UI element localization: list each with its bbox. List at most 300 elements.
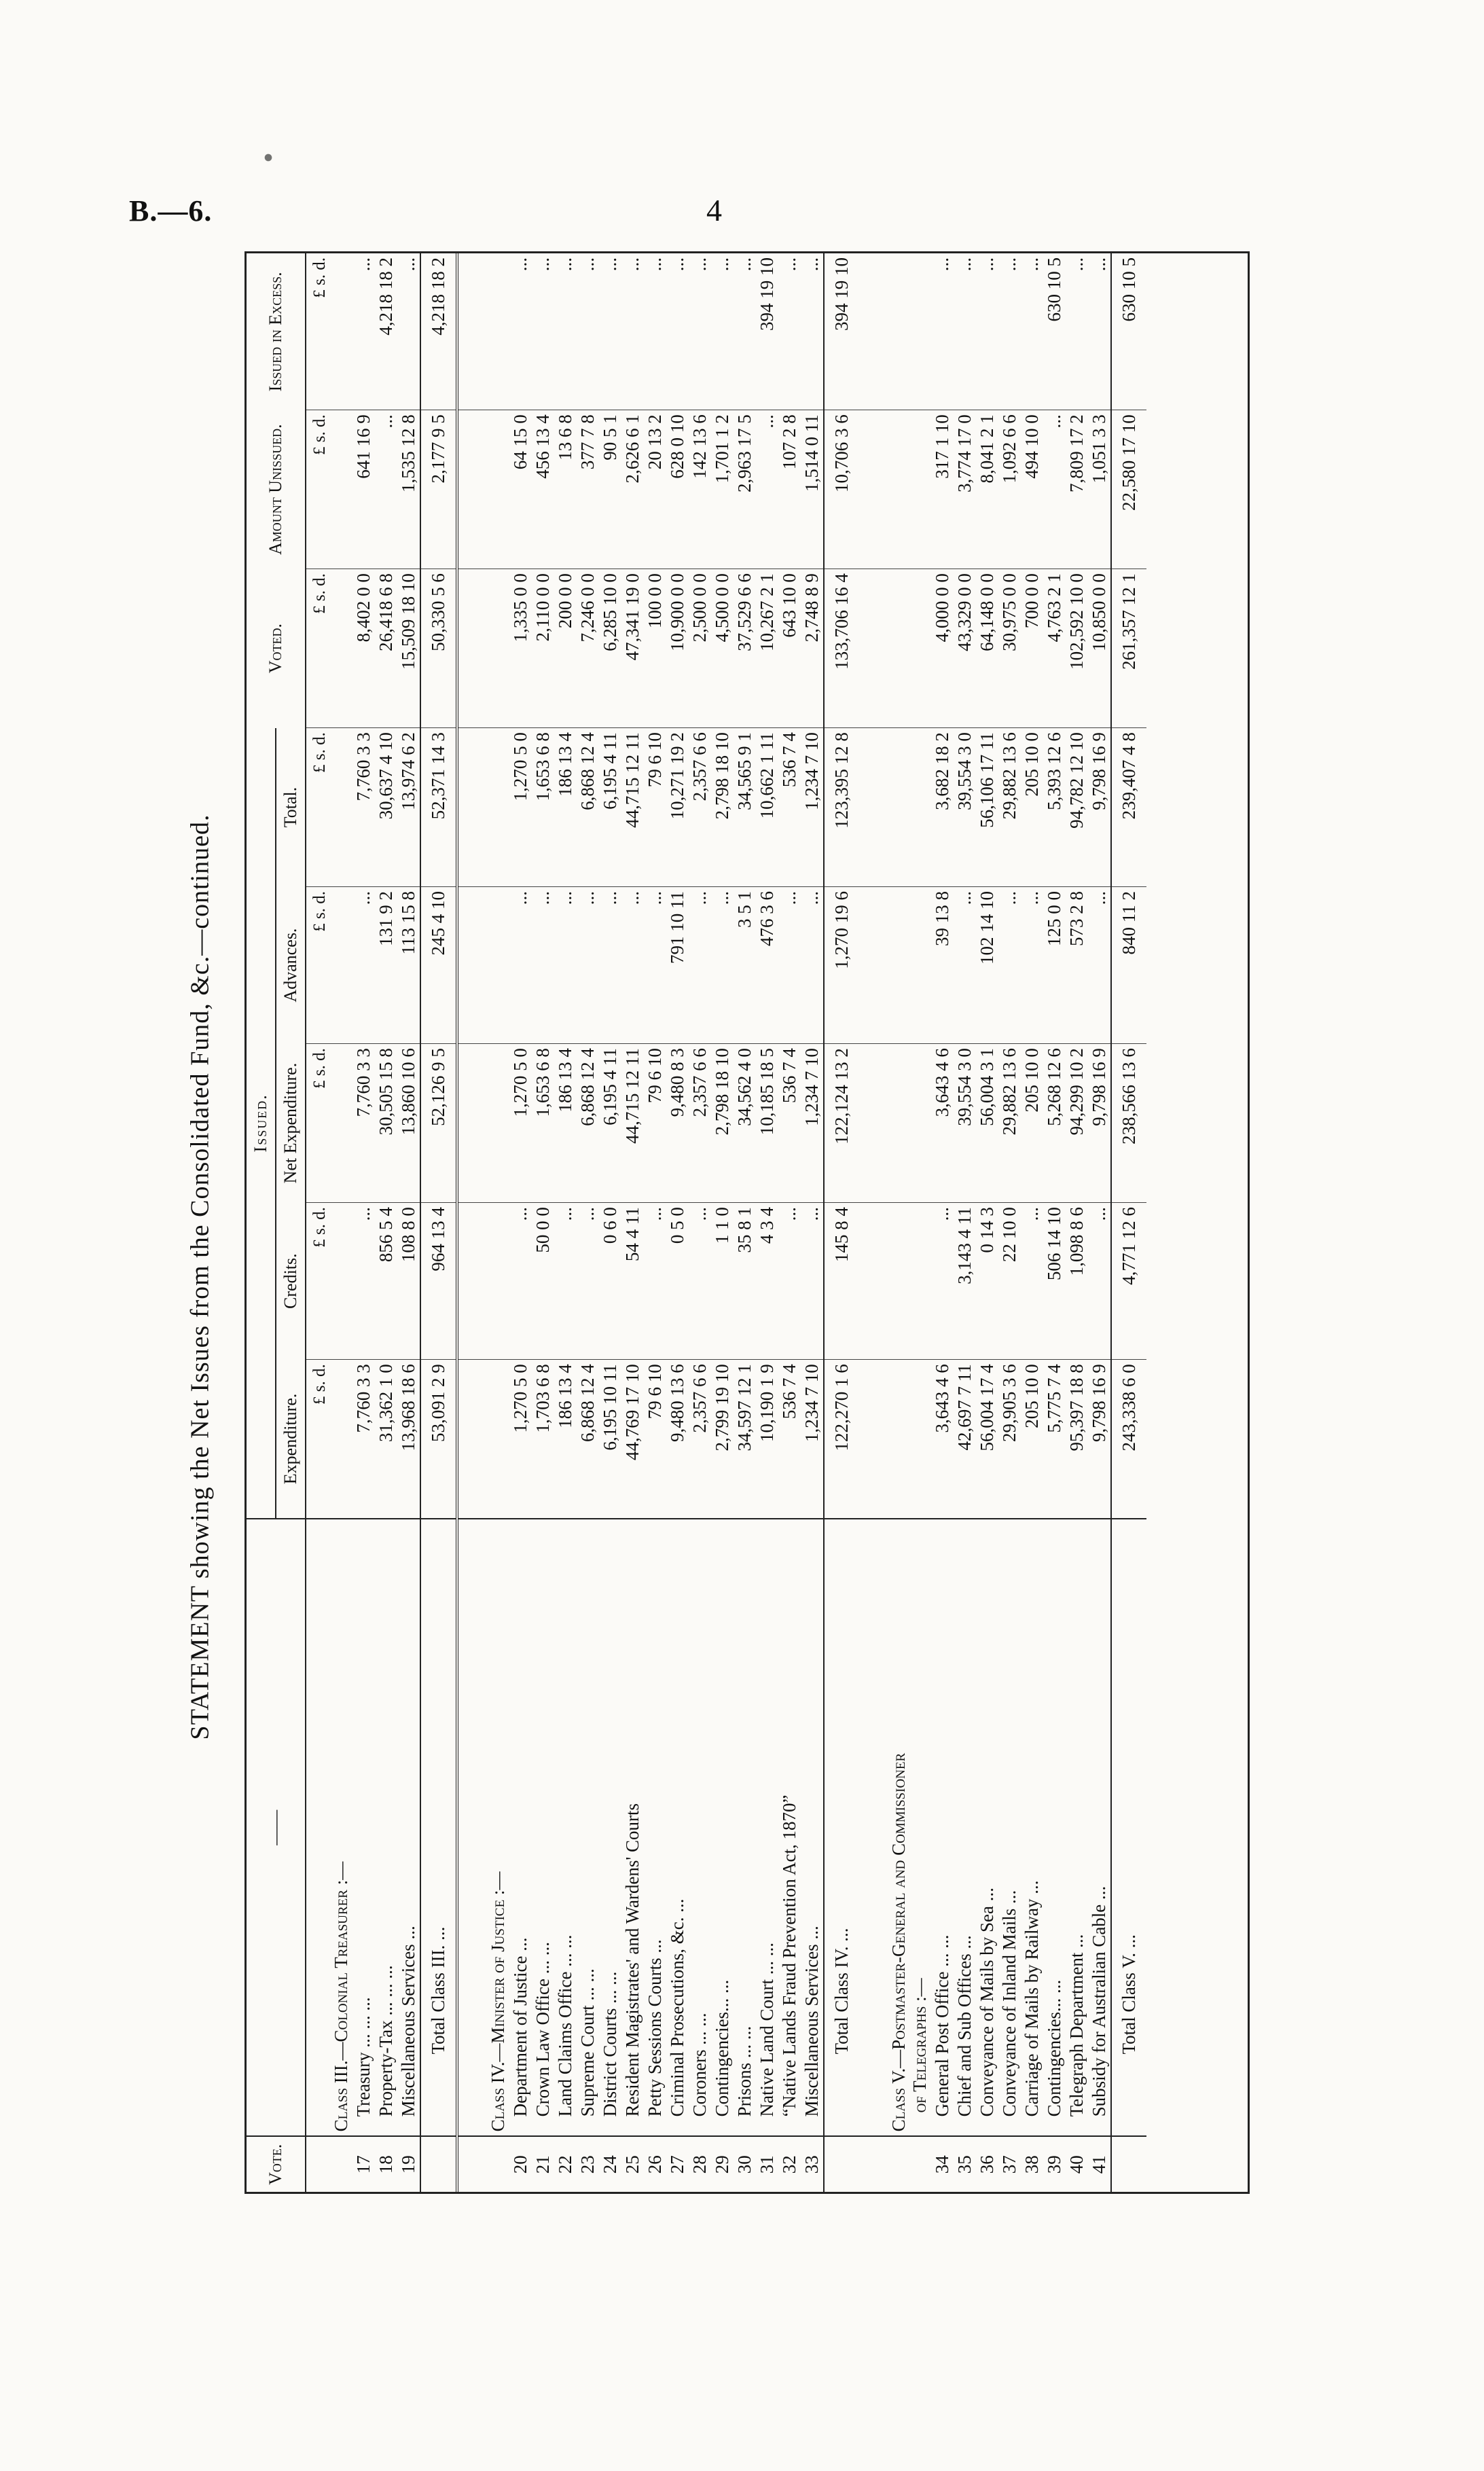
table-row: [352, 253, 375, 2192]
item-name: Petty Sessions Courts ...: [644, 1519, 666, 2136]
amount-un: 20 13 2: [644, 410, 666, 569]
amount-tot: 44,715 12 11: [621, 728, 644, 887]
amount-exp: 1,270 5 0: [509, 1360, 532, 1519]
amount-net: 34,562 4 0: [734, 1044, 756, 1203]
table-row: [599, 253, 621, 2192]
table-row: [778, 253, 801, 2192]
item-name: Prisons ... ...: [734, 1519, 756, 2136]
amount-voted: 8,402 0 0: [352, 569, 375, 728]
total-voted: 133,706 16 4: [824, 569, 859, 728]
spacer: [859, 569, 888, 728]
amount-un: 8,041 2 1: [976, 410, 998, 569]
empty-cell: [888, 1360, 931, 1519]
amount-exp: 9,480 13 6: [666, 1360, 689, 1519]
table-body: [306, 253, 1146, 2192]
item-name: Native Land Court ... ...: [756, 1519, 778, 2136]
empty-cell: [330, 410, 352, 569]
amount-voted: 200 0 0: [554, 569, 577, 728]
amount-ex: ...: [932, 257, 952, 272]
amount-voted: 102,592 10 0: [1066, 569, 1088, 728]
table-row: [509, 253, 532, 2192]
amount-ex: ...: [532, 257, 553, 272]
amount-voted: 47,341 19 0: [621, 569, 644, 728]
vote-number: 21: [532, 2136, 554, 2192]
table-row: [621, 253, 644, 2192]
vote-number: 32: [778, 2136, 801, 2192]
total-net: 238,566 13 6: [1111, 1044, 1146, 1203]
amount-exp: 95,397 18 8: [1066, 1360, 1088, 1519]
vote-number: 18: [375, 2136, 397, 2192]
class-heading-vote: [330, 2136, 352, 2192]
table-row: [554, 253, 577, 2192]
amount-ex: ...: [398, 257, 418, 272]
total-voted: 261,357 12 1: [1111, 569, 1146, 728]
amount-exp: 5,775 7 4: [1043, 1360, 1066, 1519]
amount-voted: 10,267 2 1: [756, 569, 778, 728]
vote-number: 39: [1043, 2136, 1066, 2192]
amount-ex: ...: [645, 257, 665, 272]
amount-un: 90 5 1: [599, 410, 621, 569]
amount-adv: 113 15 8: [397, 887, 420, 1044]
amount-net: 536 7 4: [778, 1044, 801, 1203]
amount-exp: 205 10 0: [1021, 1360, 1043, 1519]
amount-adv: ...: [689, 887, 711, 1044]
table-row: [1021, 253, 1043, 2192]
total-vote: [1111, 2136, 1146, 2192]
amount-tot: 2,357 6 6: [689, 728, 711, 887]
unit-label: £ s. d.: [306, 887, 330, 1044]
amount-ex: ...: [510, 257, 530, 272]
unit-vote: [306, 2136, 330, 2192]
amount-adv: 3 5 1: [734, 887, 756, 1044]
unit-label: £ s. d.: [306, 1203, 330, 1360]
col-description: ——: [247, 1519, 306, 2136]
empty-cell: [888, 1203, 931, 1360]
amount-voted: 6,285 10 0: [599, 569, 621, 728]
amount-ex: ...: [1066, 257, 1087, 272]
empty-cell: [888, 569, 931, 728]
unit-label: £ s. d.: [306, 1044, 330, 1203]
amount-adv: ...: [599, 887, 621, 1044]
amount-net: 56,004 3 1: [976, 1044, 998, 1203]
spacer-row: [859, 253, 888, 2192]
item-name: District Courts ... ...: [599, 1519, 621, 2136]
item-name: Land Claims Office ... ...: [554, 1519, 577, 2136]
amount-un: 64 15 0: [509, 410, 532, 569]
amount-ex: ...: [1089, 257, 1109, 272]
amount-adv: 791 10 11: [666, 887, 689, 1044]
empty-cell: [487, 1044, 509, 1203]
item-name: General Post Office ... ...: [931, 1519, 954, 2136]
item-name: Coroners ... ...: [689, 1519, 711, 2136]
amount-ex: ...: [600, 257, 620, 272]
amount-ex: ...: [555, 257, 575, 272]
empty-cell: [330, 728, 352, 887]
amount-un: 13 6 8: [554, 410, 577, 569]
amount-exp: 34,597 12 1: [734, 1360, 756, 1519]
amount-cr: ...: [644, 1203, 666, 1360]
amount-net: 29,882 13 6: [998, 1044, 1021, 1203]
amount-voted: 15,509 18 10: [397, 569, 420, 728]
amount-net: 9,480 8 3: [666, 1044, 689, 1203]
vote-number: 41: [1088, 2136, 1111, 2192]
amount-adv: ...: [954, 887, 976, 1044]
item-name: Subsidy for Australian Cable ...: [1088, 1519, 1111, 2136]
empty-cell: [487, 887, 509, 1044]
table-row: [375, 253, 397, 2192]
amount-tot: 536 7 4: [778, 728, 801, 887]
amount-un: 317 1 10: [931, 410, 954, 569]
table-row: [666, 253, 689, 2192]
amount-voted: 4,500 0 0: [711, 569, 734, 728]
amount-un: 1,535 12 8: [397, 410, 420, 569]
amount-exp: 79 6 10: [644, 1360, 666, 1519]
amount-un: 1,051 3 3: [1088, 410, 1111, 569]
amount-exp: 186 13 4: [554, 1360, 577, 1519]
table-row: [1088, 253, 1111, 2192]
amount-adv: 39 13 8: [931, 887, 954, 1044]
spacer: [859, 887, 888, 1044]
amount-ex: ...: [577, 257, 598, 272]
amount-cr: ...: [931, 1203, 954, 1360]
item-name: Chief and Sub Offices ...: [954, 1519, 976, 2136]
amount-cr: ...: [352, 1203, 375, 1360]
class-heading-row: [487, 253, 509, 2192]
amount-net: 3,643 4 6: [931, 1044, 954, 1203]
col-excess: Issued in Excess.: [247, 253, 306, 410]
amount-adv: 573 2 8: [1066, 887, 1088, 1044]
amount-voted: 1,335 0 0: [509, 569, 532, 728]
table-row: [577, 253, 599, 2192]
amount-voted: 64,148 0 0: [976, 569, 998, 728]
amount-cr: 0 6 0: [599, 1203, 621, 1360]
empty-cell: [888, 1044, 931, 1203]
empty-cell: [888, 728, 931, 887]
total-ex: 630 10 5: [1111, 253, 1146, 410]
vote-number: 37: [998, 2136, 1021, 2192]
total-tot: 239,407 4 8: [1111, 728, 1146, 887]
amount-tot: 7,760 3 3: [352, 728, 375, 887]
amount-ex: ...: [622, 257, 643, 272]
class-heading: Class III.—Colonial Treasurer :—: [330, 1519, 352, 2136]
amount-ex: ...: [977, 257, 997, 272]
amount-exp: 42,697 7 11: [954, 1360, 976, 1519]
unit-label: £ s. d.: [306, 728, 330, 887]
total-un: 22,580 17 10: [1111, 410, 1146, 569]
amount-adv: ...: [711, 887, 734, 1044]
col-total: Total.: [276, 728, 306, 887]
spacer: [859, 410, 888, 569]
amount-tot: 6,868 12 4: [577, 728, 599, 887]
total-label: Total Class III. ...: [420, 1519, 457, 2136]
item-name: Contingencies... ...: [1043, 1519, 1066, 2136]
amount-cr: 0 5 0: [666, 1203, 689, 1360]
empty-cell: [487, 1203, 509, 1360]
unit-row: [306, 253, 330, 2192]
amount-tot: 13,974 6 2: [397, 728, 420, 887]
empty-cell: [330, 1203, 352, 1360]
amount-ex: ...: [999, 257, 1019, 272]
amount-cr: 856 5 4: [375, 1203, 397, 1360]
spacer: [457, 569, 487, 728]
amount-cr: ...: [1021, 1203, 1043, 1360]
amount-ex: 4,218 18 2: [376, 257, 396, 336]
amount-ex: ...: [734, 257, 755, 272]
amount-exp: 1,703 6 8: [532, 1360, 554, 1519]
table-row: [397, 253, 420, 2192]
amount-ex: 630 10 5: [1044, 257, 1064, 322]
col-vote: Vote.: [247, 2136, 306, 2192]
amount-cr: 0 14 3: [976, 1203, 998, 1360]
amount-tot: 5,393 12 6: [1043, 728, 1066, 887]
table-row: [1066, 253, 1088, 2192]
amount-tot: 39,554 3 0: [954, 728, 976, 887]
amount-net: 6,868 12 4: [577, 1044, 599, 1203]
amount-voted: 43,329 0 0: [954, 569, 976, 728]
amount-exp: 1,234 7 10: [801, 1360, 824, 1519]
empty-cell: [487, 728, 509, 887]
vote-number: 22: [554, 2136, 577, 2192]
amount-tot: 205 10 0: [1021, 728, 1043, 887]
unit-label: £ s. d.: [306, 1360, 330, 1519]
item-name: Telegraph Department ...: [1066, 1519, 1088, 2136]
amount-cr: ...: [1088, 1203, 1111, 1360]
unit-label: £ s. d.: [306, 569, 330, 728]
spacer: [457, 887, 487, 1044]
total-vote: [824, 2136, 859, 2192]
total-exp: 122,270 1 6: [824, 1360, 859, 1519]
amount-cr: 4 3 4: [756, 1203, 778, 1360]
amount-net: 6,195 4 11: [599, 1044, 621, 1203]
item-name: Criminal Prosecutions, &c. ...: [666, 1519, 689, 2136]
total-exp: 53,091 2 9: [420, 1360, 457, 1519]
amount-tot: 34,565 9 1: [734, 728, 756, 887]
spacer: [859, 1203, 888, 1360]
total-adv: 840 11 2: [1111, 887, 1146, 1044]
amount-net: 9,798 16 9: [1088, 1044, 1111, 1203]
total-voted: 50,330 5 6: [420, 569, 457, 728]
total-adv: 1,270 19 6: [824, 887, 859, 1044]
amount-un: 1,514 0 11: [801, 410, 824, 569]
amount-voted: 4,763 2 1: [1043, 569, 1066, 728]
amount-net: 1,270 5 0: [509, 1044, 532, 1203]
amount-ex: ...: [1021, 257, 1042, 272]
vote-number: 23: [577, 2136, 599, 2192]
empty-cell: [330, 1360, 352, 1519]
amount-adv: 125 0 0: [1043, 887, 1066, 1044]
item-name: Supreme Court ... ...: [577, 1519, 599, 2136]
amount-net: 94,299 10 2: [1066, 1044, 1088, 1203]
amount-exp: 2,799 19 10: [711, 1360, 734, 1519]
amount-adv: 476 3 6: [756, 887, 778, 1044]
amount-cr: ...: [577, 1203, 599, 1360]
item-name: Conveyance of Mails by Sea ...: [976, 1519, 998, 2136]
amount-adv: ...: [532, 887, 554, 1044]
amount-tot: 3,682 18 2: [931, 728, 954, 887]
amount-cr: 35 8 1: [734, 1203, 756, 1360]
class-total-row: [1111, 253, 1146, 2192]
amount-adv: 131 9 2: [375, 887, 397, 1044]
item-name: Miscellaneous Services ...: [397, 1519, 420, 2136]
vote-number: 38: [1021, 2136, 1043, 2192]
amount-adv: 102 14 10: [976, 887, 998, 1044]
amount-net: 205 10 0: [1021, 1044, 1043, 1203]
amount-voted: 37,529 6 6: [734, 569, 756, 728]
spacer: [457, 1044, 487, 1203]
amount-exp: 13,968 18 6: [397, 1360, 420, 1519]
vote-number: 33: [801, 2136, 824, 2192]
amount-adv: ...: [1088, 887, 1111, 1044]
vote-number: 40: [1066, 2136, 1088, 2192]
amount-un: 2,626 6 1: [621, 410, 644, 569]
amount-cr: 54 4 11: [621, 1203, 644, 1360]
vote-number: 34: [931, 2136, 954, 2192]
amount-net: 5,268 12 6: [1043, 1044, 1066, 1203]
amount-tot: 29,882 13 6: [998, 728, 1021, 887]
amount-net: 10,185 18 5: [756, 1044, 778, 1203]
amount-adv: ...: [352, 887, 375, 1044]
amount-adv: ...: [1021, 887, 1043, 1044]
amount-voted: 700 0 0: [1021, 569, 1043, 728]
amount-un: ...: [375, 410, 397, 569]
item-name: Contingencies... ...: [711, 1519, 734, 2136]
amount-un: 377 7 8: [577, 410, 599, 569]
class-heading-vote: [487, 2136, 509, 2192]
table-row: [711, 253, 734, 2192]
vote-number: 26: [644, 2136, 666, 2192]
vote-number: 36: [976, 2136, 998, 2192]
amount-un: 628 0 10: [666, 410, 689, 569]
col-voted: Voted.: [247, 569, 306, 728]
table-row: [644, 253, 666, 2192]
unit-desc: [306, 1519, 330, 2136]
vote-number: 20: [509, 2136, 532, 2192]
class-heading-row: [888, 253, 931, 2192]
amount-voted: 2,748 8 9: [801, 569, 824, 728]
document-reference: B.—6.: [129, 194, 213, 228]
amount-net: 44,715 12 11: [621, 1044, 644, 1203]
spacer: [457, 410, 487, 569]
item-name: Department of Justice ...: [509, 1519, 532, 2136]
item-name: Crown Law Office ... ...: [532, 1519, 554, 2136]
class-heading-row: [330, 253, 352, 2192]
amount-tot: 186 13 4: [554, 728, 577, 887]
amount-ex: ...: [712, 257, 732, 272]
amount-cr: ...: [778, 1203, 801, 1360]
statement-title: STATEMENT showing the Net Issues from the Consolidated Fund, &c.—continued.: [186, 814, 215, 1740]
item-name: Treasury ... ... ...: [352, 1519, 375, 2136]
spacer: [859, 2136, 888, 2192]
col-advances: Advances.: [276, 887, 306, 1044]
vote-number: 19: [397, 2136, 420, 2192]
table-row: [931, 253, 954, 2192]
item-name: Miscellaneous Services ...: [801, 1519, 824, 2136]
table-row: [734, 253, 756, 2192]
amount-net: 1,653 6 8: [532, 1044, 554, 1203]
amount-net: 13,860 10 6: [397, 1044, 420, 1203]
amount-tot: 10,662 1 11: [756, 728, 778, 887]
amount-un: ...: [1043, 410, 1066, 569]
col-credits: Credits.: [276, 1203, 306, 1360]
amount-exp: 6,195 10 11: [599, 1360, 621, 1519]
amount-exp: 31,362 1 0: [375, 1360, 397, 1519]
spacer: [457, 1203, 487, 1360]
spacer: [859, 1519, 888, 2136]
spacer: [457, 1519, 487, 2136]
amount-exp: 56,004 17 4: [976, 1360, 998, 1519]
total-net: 52,126 9 5: [420, 1044, 457, 1203]
class-heading: Class IV.—Minister of Justice :—: [487, 1519, 509, 2136]
spacer: [457, 1360, 487, 1519]
vote-number: 24: [599, 2136, 621, 2192]
item-name: Carriage of Mails by Railway ...: [1021, 1519, 1043, 2136]
total-net: 122,124 13 2: [824, 1044, 859, 1203]
class-total-row: [420, 253, 457, 2192]
amount-voted: 4,000 0 0: [931, 569, 954, 728]
col-expenditure: Expenditure.: [276, 1360, 306, 1519]
class-heading-vote: [888, 2136, 931, 2192]
amount-cr: 50 0 0: [532, 1203, 554, 1360]
total-label: Total Class V. ...: [1111, 1519, 1146, 2136]
empty-cell: [330, 253, 352, 410]
amount-tot: 56,106 17 11: [976, 728, 998, 887]
table-row: [998, 253, 1021, 2192]
amount-tot: 2,798 18 10: [711, 728, 734, 887]
empty-cell: [888, 253, 931, 410]
empty-cell: [487, 1360, 509, 1519]
empty-cell: [487, 569, 509, 728]
amount-un: 142 13 6: [689, 410, 711, 569]
amount-cr: 22 10 0: [998, 1203, 1021, 1360]
item-name: Resident Magistrates' and Wardens' Courts: [621, 1519, 644, 2136]
amount-net: 2,798 18 10: [711, 1044, 734, 1203]
spacer: [859, 1360, 888, 1519]
amount-exp: 2,357 6 6: [689, 1360, 711, 1519]
vote-number: 35: [954, 2136, 976, 2192]
amount-adv: ...: [621, 887, 644, 1044]
amount-un: 2,963 17 5: [734, 410, 756, 569]
amount-cr: ...: [554, 1203, 577, 1360]
table-row: [976, 253, 998, 2192]
spacer: [859, 253, 888, 410]
amount-ex: ...: [954, 257, 975, 272]
item-name: “Native Lands Fraud Prevention Act, 1870”: [778, 1519, 801, 2136]
vote-number: 29: [711, 2136, 734, 2192]
amount-ex: ...: [801, 257, 822, 272]
item-name: Conveyance of Inland Mails ...: [998, 1519, 1021, 2136]
amount-ex: ...: [689, 257, 710, 272]
col-group-issued: Issued.: [247, 728, 276, 1519]
amount-un: 641 16 9: [352, 410, 375, 569]
page-number: 4: [706, 193, 722, 228]
total-ex: 394 19 10: [824, 253, 859, 410]
vote-number: 25: [621, 2136, 644, 2192]
table-row: [954, 253, 976, 2192]
vote-number: 31: [756, 2136, 778, 2192]
amount-net: 2,357 6 6: [689, 1044, 711, 1203]
amount-net: 1,234 7 10: [801, 1044, 824, 1203]
amount-un: ...: [756, 410, 778, 569]
amount-cr: ...: [801, 1203, 824, 1360]
amount-ex: 394 19 10: [757, 257, 777, 331]
amount-voted: 26,418 6 8: [375, 569, 397, 728]
table-row: [1043, 253, 1066, 2192]
total-exp: 243,338 6 0: [1111, 1360, 1146, 1519]
amount-tot: 1,270 5 0: [509, 728, 532, 887]
amount-adv: ...: [644, 887, 666, 1044]
amount-tot: 9,798 16 9: [1088, 728, 1111, 887]
amount-exp: 29,905 3 6: [998, 1360, 1021, 1519]
